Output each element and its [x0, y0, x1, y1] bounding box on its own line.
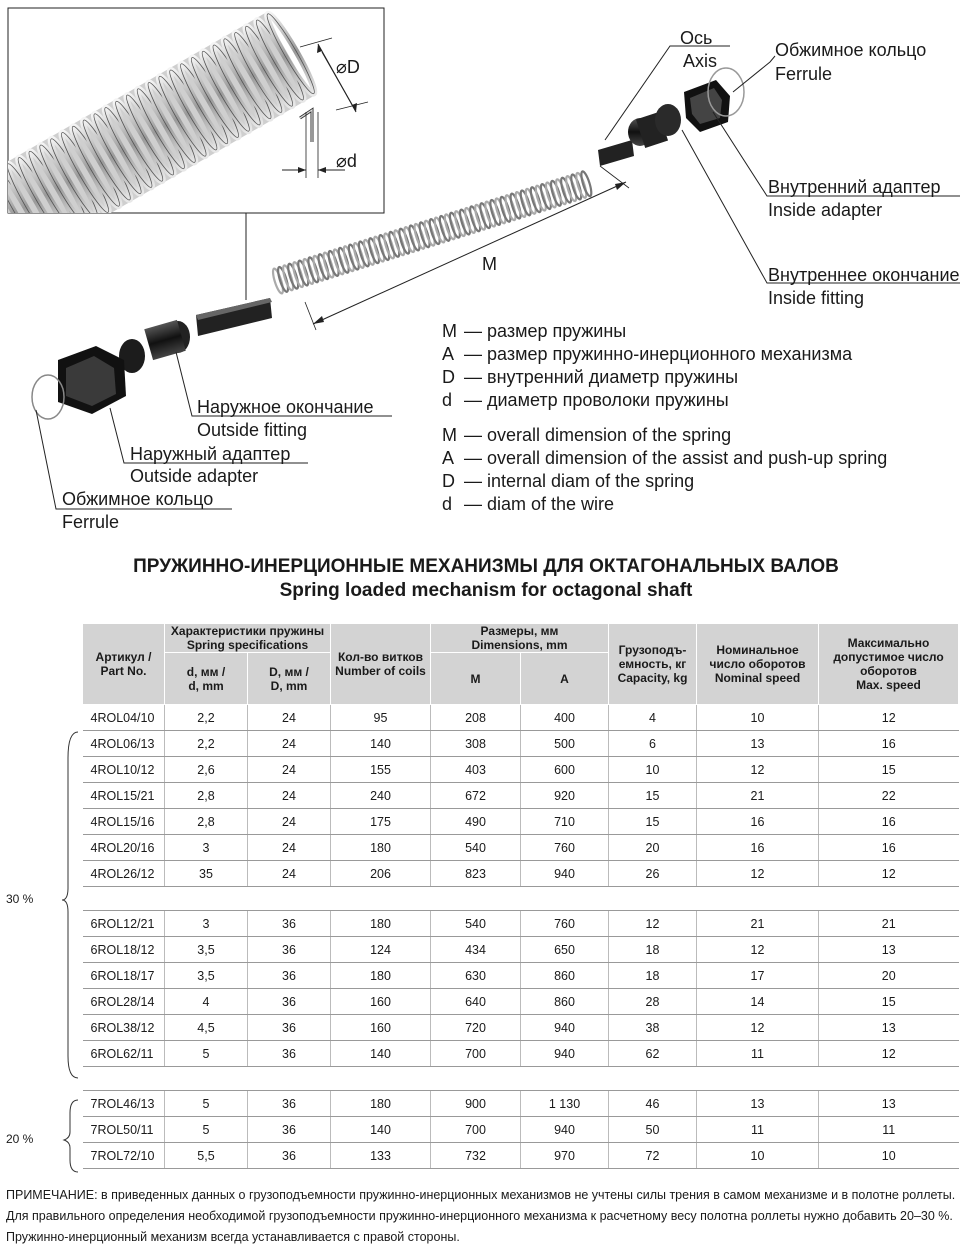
part-number-cell: 6ROL12/21	[83, 911, 165, 937]
table-cell: 206	[331, 861, 431, 887]
table-cell: 640	[431, 989, 521, 1015]
col-header-part: Артикул / Part No.	[83, 624, 165, 705]
dim-d-label: ⌀d	[336, 151, 357, 171]
table-cell: 62	[609, 1041, 697, 1067]
table-cell: 133	[331, 1143, 431, 1169]
table-cell: 10	[609, 757, 697, 783]
table-cell: 160	[331, 1015, 431, 1041]
inside-adapter-label-en: Inside adapter	[768, 200, 883, 220]
table-cell: 700	[431, 1041, 521, 1067]
table-cell: 18	[609, 937, 697, 963]
table-cell: 26	[609, 861, 697, 887]
table-cell: 20	[819, 963, 959, 989]
group-separator-cell	[83, 887, 959, 911]
part-number-cell: 7ROL46/13	[83, 1091, 165, 1117]
table-cell: 860	[521, 963, 609, 989]
part-number-cell: 4ROL15/21	[83, 783, 165, 809]
legend-ru-row: A — размер пружинно-инерционного механизма	[442, 344, 853, 364]
table-cell: 5,5	[165, 1143, 248, 1169]
table-cell: 308	[431, 731, 521, 757]
table-cell: 36	[248, 937, 331, 963]
table-cell: 36	[248, 963, 331, 989]
table-cell: 5	[165, 1091, 248, 1117]
legend-ru-row: d — диаметр проволоки пружины	[442, 390, 729, 410]
part-number-cell: 6ROL38/12	[83, 1015, 165, 1041]
part-number-cell: 6ROL62/11	[83, 1041, 165, 1067]
dim-M-label: M	[482, 254, 497, 274]
table-cell: 15	[819, 757, 959, 783]
group-separator	[83, 1067, 959, 1091]
table-cell: 540	[431, 911, 521, 937]
part-number-cell: 4ROL10/12	[83, 757, 165, 783]
table-cell: 22	[819, 783, 959, 809]
ferrule-right-label-ru: Обжимное кольцо	[775, 40, 927, 60]
table-cell: 4,5	[165, 1015, 248, 1041]
table-cell: 36	[248, 1015, 331, 1041]
part-number-cell: 7ROL72/10	[83, 1143, 165, 1169]
col-header-capacity: Грузоподъ- емность, кг Capacity, kg	[609, 624, 697, 705]
table-cell: 36	[248, 1091, 331, 1117]
table-cell: 10	[819, 1143, 959, 1169]
col-header-A: A	[521, 653, 609, 705]
part-number-cell: 6ROL18/17	[83, 963, 165, 989]
table-cell: 12	[609, 911, 697, 937]
table-cell: 24	[248, 809, 331, 835]
col-header-nominal-speed: Номинальное число оборотов Nominal speed	[697, 624, 819, 705]
table-cell: 4	[165, 989, 248, 1015]
table-cell: 13	[697, 731, 819, 757]
table-cell: 12	[697, 1015, 819, 1041]
table-cell: 15	[819, 989, 959, 1015]
table-cell: 72	[609, 1143, 697, 1169]
table-cell: 12	[697, 757, 819, 783]
col-header-coils: Кол-во витков Number of coils	[331, 624, 431, 705]
part-number-cell: 7ROL50/11	[83, 1117, 165, 1143]
table-row	[83, 937, 959, 963]
legend-ru-row: M — размер пружины	[442, 321, 627, 341]
col-header-D: D, мм / D, mm	[248, 653, 331, 705]
table-cell: 16	[697, 809, 819, 835]
part-number-cell: 4ROL26/12	[83, 861, 165, 887]
table-row	[83, 705, 959, 731]
table-cell: 180	[331, 963, 431, 989]
part-number-cell: 4ROL15/16	[83, 809, 165, 835]
table-cell: 4	[609, 705, 697, 731]
table-cell: 140	[331, 1041, 431, 1067]
table-cell: 3	[165, 911, 248, 937]
zoom-inset	[0, 8, 384, 307]
table-cell: 2,2	[165, 731, 248, 757]
table-cell: 13	[819, 1091, 959, 1117]
section-title-ru: ПРУЖИННО-ИНЕРЦИОННЫЕ МЕХАНИЗМЫ ДЛЯ ОКТАГОНАЛЬНЫХ ВАЛОВ	[133, 556, 839, 577]
table-cell: 36	[248, 911, 331, 937]
table-cell: 6	[609, 731, 697, 757]
dim-D-label: ⌀D	[336, 57, 360, 77]
table-row	[83, 1117, 959, 1143]
table-cell: 36	[248, 1143, 331, 1169]
table-cell: 175	[331, 809, 431, 835]
table-cell: 600	[521, 757, 609, 783]
table-cell: 24	[248, 783, 331, 809]
table-row	[83, 783, 959, 809]
right-adapter-assembly	[628, 68, 744, 148]
legend-en-row: d — diam of the wire	[442, 494, 615, 514]
table-row	[83, 911, 959, 937]
table-cell: 12	[819, 705, 959, 731]
table-cell: 940	[521, 1041, 609, 1067]
table-cell: 46	[609, 1091, 697, 1117]
table-cell: 24	[248, 705, 331, 731]
group-brackets	[60, 728, 82, 1178]
table-cell: 35	[165, 861, 248, 887]
table-cell: 13	[819, 1015, 959, 1041]
group-separator	[83, 887, 959, 911]
table-cell: 940	[521, 861, 609, 887]
table-cell: 2,8	[165, 809, 248, 835]
col-header-M: M	[431, 653, 521, 705]
part-number-cell: 4ROL20/16	[83, 835, 165, 861]
table-cell: 24	[248, 731, 331, 757]
table-cell: 11	[697, 1117, 819, 1143]
table-cell: 24	[248, 861, 331, 887]
table-cell: 940	[521, 1117, 609, 1143]
inside-fitting-label-en: Inside fitting	[768, 288, 865, 308]
table-cell: 28	[609, 989, 697, 1015]
table-cell: 1 130	[521, 1091, 609, 1117]
legend-en-row: M — overall dimension of the spring	[442, 425, 732, 445]
table-row	[83, 1143, 959, 1169]
table-cell: 490	[431, 809, 521, 835]
table-row	[83, 731, 959, 757]
table-cell: 12	[819, 861, 959, 887]
table-cell: 180	[331, 911, 431, 937]
table-cell: 2,2	[165, 705, 248, 731]
table-cell: 12	[697, 937, 819, 963]
table-cell: 16	[819, 809, 959, 835]
legend-en-row: D — internal diam of the spring	[442, 471, 695, 491]
table-cell: 900	[431, 1091, 521, 1117]
table-cell: 823	[431, 861, 521, 887]
table-cell: 21	[697, 783, 819, 809]
spec-table	[82, 623, 959, 1169]
table-cell: 540	[431, 835, 521, 861]
table-cell: 18	[609, 963, 697, 989]
table-row	[83, 1015, 959, 1041]
legend-en-row: A — overall dimension of the assist and push-up spring	[442, 448, 888, 468]
table-cell: 24	[248, 835, 331, 861]
table-cell: 920	[521, 783, 609, 809]
table-cell: 860	[521, 989, 609, 1015]
table-cell: 12	[697, 861, 819, 887]
table-cell: 15	[609, 809, 697, 835]
inside-fitting-label-ru: Внутреннее окончание	[768, 265, 960, 285]
table-cell: 14	[697, 989, 819, 1015]
table-row	[83, 963, 959, 989]
group-separator-cell	[83, 1067, 959, 1091]
outside-adapter-label-en: Outside adapter	[130, 466, 259, 486]
footnote: ПРИМЕЧАНИЕ: в приведенных данных о грузоподъемности пружинно-инерционных механизмов не учтены силы трения в самом механизме и в полотне роллеты. Для правильного определения необходимой грузоподъемности пружинно-инерционного механизма к расчетному весу полотна роллеты нужно добавить 20–30 %. Пружинно-инерционный механизм всегда устанавливается с правой стороны.	[6, 1188, 956, 1244]
table-cell: 400	[521, 705, 609, 731]
table-cell: 208	[431, 705, 521, 731]
table-cell: 940	[521, 1015, 609, 1041]
table-row	[83, 1041, 959, 1067]
table-cell: 15	[609, 783, 697, 809]
table-cell: 732	[431, 1143, 521, 1169]
table-cell: 13	[819, 937, 959, 963]
table-cell: 500	[521, 731, 609, 757]
table-cell: 3,5	[165, 937, 248, 963]
table-cell: 155	[331, 757, 431, 783]
table-cell: 36	[248, 989, 331, 1015]
table-cell: 124	[331, 937, 431, 963]
outside-adapter-label-ru: Наружный адаптер	[130, 444, 291, 464]
table-cell: 180	[331, 1091, 431, 1117]
table-cell: 11	[697, 1041, 819, 1067]
outside-fitting-label-en: Outside fitting	[197, 420, 308, 440]
table-row	[83, 989, 959, 1015]
table-cell: 180	[331, 835, 431, 861]
col-header-max-speed: Максимально допустимое число оборотов Max. speed	[819, 624, 959, 705]
outside-fitting-label-ru: Наружное окончание	[197, 397, 374, 417]
ferrule-right-label-en: Ferrule	[775, 64, 833, 84]
table-row	[83, 835, 959, 861]
table-cell: 760	[521, 835, 609, 861]
table-cell: 650	[521, 937, 609, 963]
table-cell: 95	[331, 705, 431, 731]
ferrule-left-label-en: Ferrule	[62, 512, 120, 532]
table-cell: 672	[431, 783, 521, 809]
legend-en	[442, 424, 887, 516]
table-cell: 20	[609, 835, 697, 861]
table-cell: 36	[248, 1117, 331, 1143]
bracket-label-20: 20 %	[6, 1132, 34, 1146]
table-cell: 700	[431, 1117, 521, 1143]
legend-ru-row: D — внутренний диаметр пружины	[442, 367, 739, 387]
table-cell: 240	[331, 783, 431, 809]
part-number-cell: 4ROL06/13	[83, 731, 165, 757]
inside-adapter-label-ru: Внутренний адаптер	[768, 177, 941, 197]
table-cell: 5	[165, 1041, 248, 1067]
col-header-d: d, мм / d, mm	[165, 653, 248, 705]
table-cell: 760	[521, 911, 609, 937]
ferrule-left-label-ru: Обжимное кольцо	[62, 489, 214, 509]
table-cell: 5	[165, 1117, 248, 1143]
table-cell: 3,5	[165, 963, 248, 989]
table-cell: 36	[248, 1041, 331, 1067]
table-cell: 13	[697, 1091, 819, 1117]
bracket-label-30: 30 %	[6, 892, 34, 906]
legend-ru	[442, 320, 852, 412]
col-header-spec: Характеристики пружины Spring specifications	[165, 624, 331, 653]
table-cell: 403	[431, 757, 521, 783]
table-cell: 2,6	[165, 757, 248, 783]
part-number-cell: 6ROL28/14	[83, 989, 165, 1015]
table-cell: 3	[165, 835, 248, 861]
table-cell: 140	[331, 1117, 431, 1143]
table-cell: 710	[521, 809, 609, 835]
table-row	[83, 1091, 959, 1117]
col-header-dims: Размеры, мм Dimensions, mm	[431, 624, 609, 653]
table-row	[83, 861, 959, 887]
axis-label-en: Axis	[683, 51, 718, 71]
table-cell: 50	[609, 1117, 697, 1143]
part-number-cell: 6ROL18/12	[83, 937, 165, 963]
table-cell: 160	[331, 989, 431, 1015]
table-cell: 16	[819, 731, 959, 757]
left-adapter-assembly	[32, 320, 190, 419]
table-cell: 630	[431, 963, 521, 989]
table-row	[83, 809, 959, 835]
table-cell: 10	[697, 1143, 819, 1169]
table-cell: 2,8	[165, 783, 248, 809]
table-cell: 38	[609, 1015, 697, 1041]
table-cell: 11	[819, 1117, 959, 1143]
table-cell: 140	[331, 731, 431, 757]
table-cell: 434	[431, 937, 521, 963]
table-cell: 12	[819, 1041, 959, 1067]
section-title-en: Spring loaded mechanism for octagonal shaft	[279, 580, 693, 601]
table-cell: 21	[819, 911, 959, 937]
spec-table-body	[83, 705, 959, 1169]
table-cell: 16	[697, 835, 819, 861]
table-cell: 16	[819, 835, 959, 861]
axis-label-ru: Ось	[680, 28, 713, 48]
table-cell: 970	[521, 1143, 609, 1169]
part-number-cell: 4ROL04/10	[83, 705, 165, 731]
table-cell: 10	[697, 705, 819, 731]
table-cell: 17	[697, 963, 819, 989]
table-cell: 720	[431, 1015, 521, 1041]
table-cell: 21	[697, 911, 819, 937]
table-row	[83, 757, 959, 783]
table-cell: 24	[248, 757, 331, 783]
